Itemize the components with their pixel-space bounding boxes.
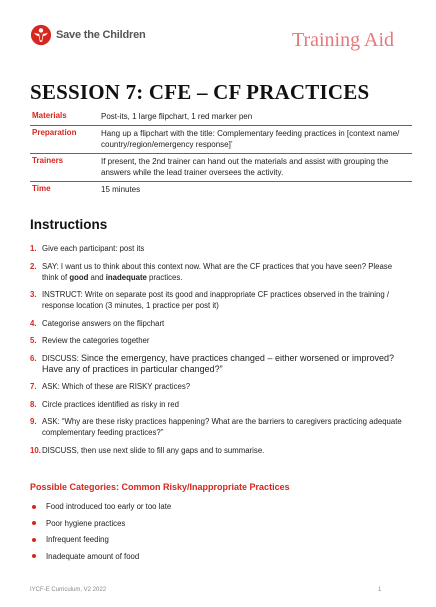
instructions-heading: Instructions — [30, 217, 108, 232]
step-text — [42, 353, 410, 375]
bullet-icon — [32, 505, 36, 509]
step-4 — [30, 318, 410, 329]
step-number: 7. — [30, 382, 37, 391]
step-number: 4. — [30, 318, 37, 328]
step-8 — [30, 399, 410, 410]
save-the-children-logo-icon — [30, 24, 52, 46]
category-item — [30, 519, 171, 528]
info-value: Hang up a flipchart with the title: Complementary feeding practices in [context name/ country/region/emergency response]’ — [101, 129, 400, 149]
step-2 — [30, 261, 410, 283]
categories-heading: Possible Categories: Common Risky/Inappropriate Practices — [30, 482, 290, 492]
instruction-steps — [30, 243, 410, 462]
step-text: Circle practices identified as risky in red — [42, 399, 179, 409]
info-row-trainers — [30, 154, 412, 182]
step-bold-good: good — [69, 272, 89, 282]
bullet-icon — [32, 538, 36, 542]
category-item — [30, 502, 171, 511]
step-text: INSTRUCT: Write on separate post its good and inappropriate CF practices observed in the training / response location (3 minutes, 1 practice per post it) — [42, 290, 389, 310]
info-value: If present, the 2nd trainer can hand out the materials and assist with grouping the answers while the lead trainer oversees the activity. — [101, 157, 389, 177]
step-10 — [30, 445, 410, 456]
category-text: Inadequate amount of food — [46, 551, 140, 561]
info-value: Post-its, 1 large flipchart, 1 red marker pen — [101, 112, 253, 121]
save-the-children-logo — [30, 24, 146, 46]
step-3 — [30, 289, 410, 311]
info-row-preparation — [30, 126, 412, 154]
bullet-icon — [32, 521, 36, 525]
step-text: Categorise answers on the flipchart — [42, 318, 165, 328]
step-text-part: Since the emergency, have practices changed – either worsened or improved? Have any of practices in particular changed?” — [42, 352, 395, 374]
step-bold-inadequate: inadequate — [105, 272, 147, 282]
step-7 — [30, 381, 410, 392]
training-aid-label: Training Aid — [291, 29, 394, 51]
info-value: 15 minutes — [101, 185, 141, 194]
step-number: 6. — [30, 353, 37, 363]
step-number: 10. — [30, 445, 41, 455]
info-row-materials — [30, 109, 412, 126]
category-item — [30, 535, 171, 544]
categories-list — [30, 502, 171, 568]
session-title: SESSION 7: CFE – CF PRACTICES — [30, 80, 370, 104]
step-number: 8. — [30, 399, 37, 409]
category-text: Infrequent feeding — [46, 535, 109, 544]
step-text: Give each participant: post its — [42, 244, 145, 253]
step-number: 2. — [30, 261, 37, 271]
step-text: ASK: “Why are these risky practices happening? What are the barriers to caregivers practicing adequate complementary feeding practices?” — [42, 417, 402, 437]
step-9 — [30, 416, 410, 438]
step-text-part: practices. — [146, 272, 183, 282]
session-info-table — [30, 109, 412, 198]
step-text: ASK: Which of these are RISKY practices? — [42, 382, 191, 391]
category-text: Poor hygiene practices — [46, 518, 126, 528]
category-item — [30, 552, 171, 561]
step-6 — [30, 353, 410, 375]
footer-curriculum: IYCF-E Curriculum, V2 2022 — [30, 587, 107, 593]
step-1 — [30, 243, 410, 254]
info-row-time — [30, 182, 412, 198]
info-label: Preparation — [32, 128, 77, 137]
step-text-part: SAY: I want us to think about this context now. What are the CF practices that you have seen? Please think of — [42, 261, 393, 282]
footer-page-number: 1 — [378, 587, 382, 593]
step-text: DISCUSS, then use next slide to fill any gaps and to summarise. — [42, 445, 265, 455]
step-text — [42, 261, 410, 283]
step-number: 9. — [30, 417, 37, 426]
info-label: Materials — [32, 111, 67, 120]
step-text-part: DISCUSS: — [42, 353, 81, 363]
step-number: 1. — [30, 244, 37, 253]
step-text-part: and — [88, 272, 106, 282]
step-number: 5. — [30, 336, 37, 345]
info-label: Time — [32, 184, 51, 193]
step-number: 3. — [30, 290, 37, 299]
step-5 — [30, 335, 410, 346]
bullet-icon — [32, 554, 36, 558]
category-text: Food introduced too early or too late — [46, 502, 172, 511]
logo-text: Save the Children — [56, 29, 146, 41]
info-label: Trainers — [32, 156, 64, 165]
step-text: Review the categories together — [42, 336, 150, 345]
